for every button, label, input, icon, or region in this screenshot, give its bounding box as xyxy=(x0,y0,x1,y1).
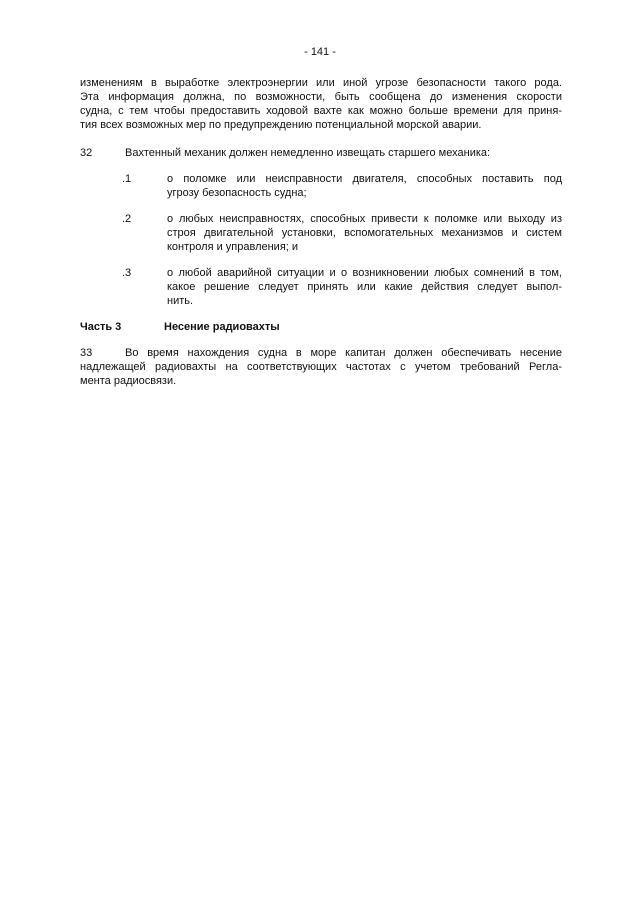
text-line: угрозу безопасность судна; xyxy=(167,187,307,199)
page-content xyxy=(80,76,562,388)
text-line: Эта информация должна, по возможности, быть сообщена до изменения скорости xyxy=(80,91,562,103)
subitem-number: .3 xyxy=(122,267,132,279)
intro-paragraph xyxy=(80,76,562,132)
text-line: о любых неисправностях, способных привести к поломке или выходу из xyxy=(167,213,562,225)
part-heading xyxy=(80,320,562,334)
item-number: 32 xyxy=(80,147,93,159)
part-label: Часть 3 xyxy=(80,321,122,333)
subitem-number: .2 xyxy=(122,213,132,225)
item-number: 33 xyxy=(80,347,93,359)
subitem-1 xyxy=(122,172,562,200)
text-line: о поломке или неисправности двигателя, способных поставить под xyxy=(167,173,562,185)
subitem-text xyxy=(167,266,562,308)
part-title: Несение радиовахты xyxy=(164,321,280,333)
subitem-text xyxy=(167,172,562,200)
text-line: изменениям в выработке электроэнергии или иной угрозе безопасности такого рода. xyxy=(80,77,562,89)
text-line: нить. xyxy=(167,295,194,307)
item-32 xyxy=(80,146,562,160)
text-line: о любой аварийной ситуации и о возникновении любых сомнений в том, xyxy=(167,267,562,279)
text-line xyxy=(80,346,562,360)
text-line: контроля и управления; и xyxy=(167,241,299,253)
text-line: тия всех возможных мер по предупреждению потенциальной морской аварии. xyxy=(80,119,482,131)
item-text: Вахтенный механик должен немедленно извещать старшего механика: xyxy=(125,147,491,159)
text-line: мента радиосвязи. xyxy=(80,375,177,387)
page-number: - 141 - xyxy=(304,46,336,58)
subitem-number: .1 xyxy=(122,173,132,185)
text-line: надлежащей радиовахты на соответствующих частотах с учетом требований Регла- xyxy=(80,361,562,373)
text-line: строя двигательной установки, вспомогательных механизмов и систем xyxy=(167,227,562,239)
subitem-3 xyxy=(122,266,562,308)
item-33 xyxy=(80,346,562,388)
subitem-2 xyxy=(122,212,562,254)
subitem-text xyxy=(167,212,562,254)
text-line: какое решение следует принять или какие действия следует выпол- xyxy=(167,281,562,293)
text-line-content: Во время нахождения судна в море капитан должен обеспечивать несение xyxy=(125,347,562,359)
text-line: судна, с тем чтобы предоставить ходовой вахте как можно больше времени для приня- xyxy=(80,105,562,117)
